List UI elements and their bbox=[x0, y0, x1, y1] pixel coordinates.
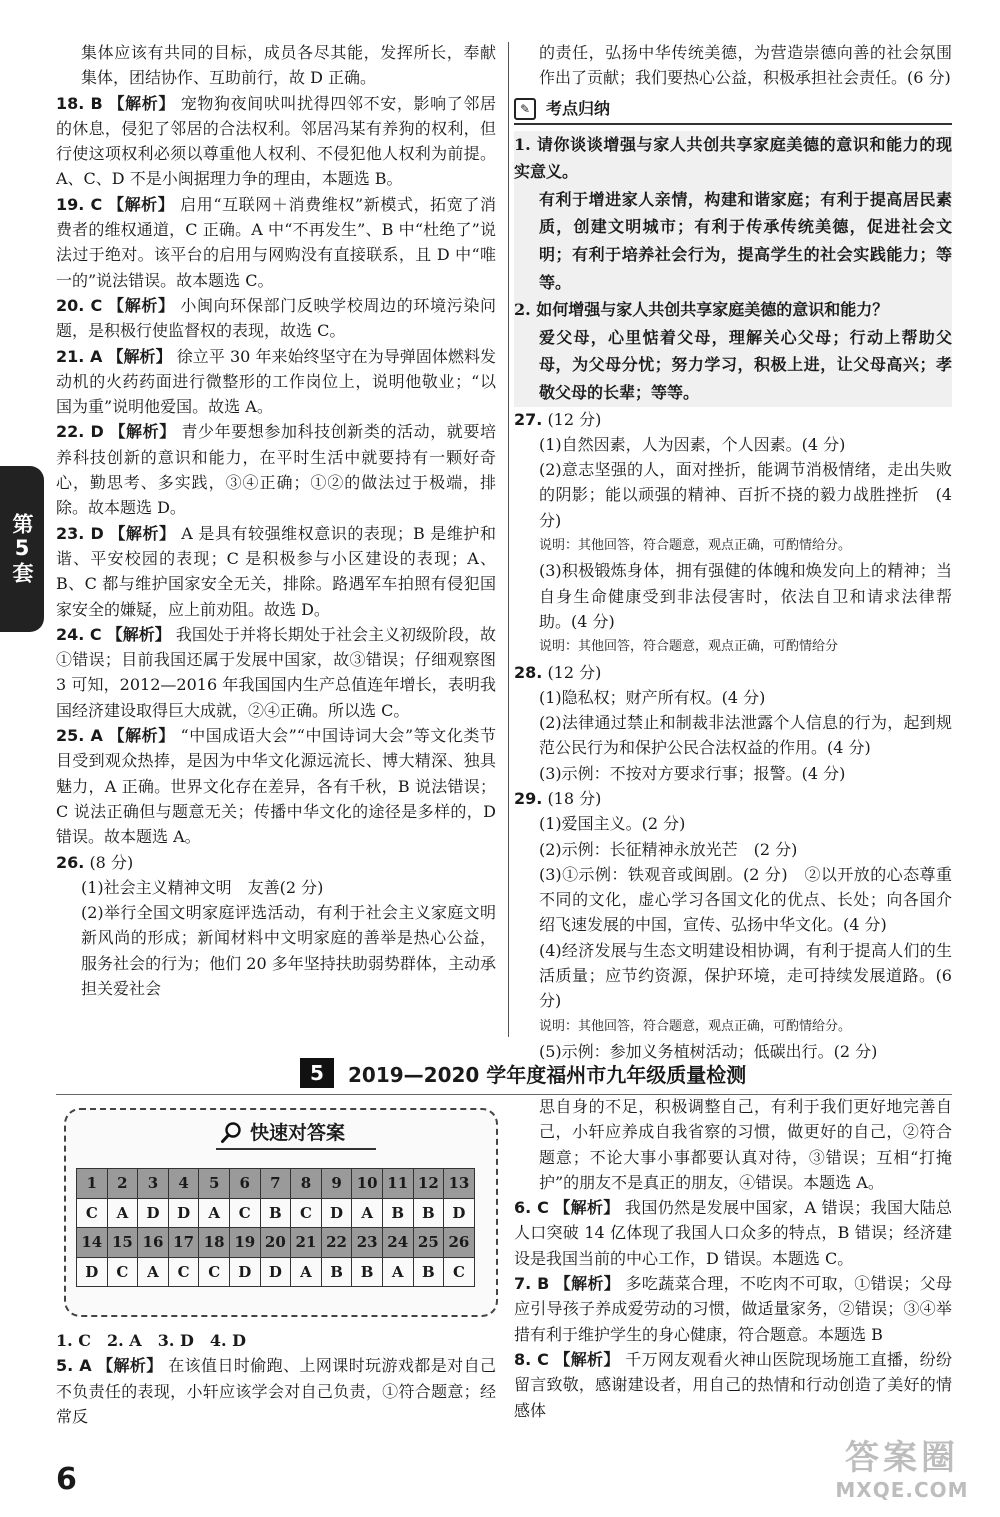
left_top-paragraph bbox=[56, 293, 496, 344]
answer-key-answer-row bbox=[77, 1198, 475, 1228]
paragraph-text: (12 分) bbox=[547, 409, 602, 429]
paragraph-text: “中国成语大会”“中国诗词大会”等文化类节目受到观众热捧，是因为中华文化源远流长、博大精深、独具魅力，A 正确。世界文化存在差异，各有千秋，B 说法错误；C 说法正确但与题意无关；传播中华文化的途径是多样的，D 错误。故本题选 A。 bbox=[56, 726, 496, 847]
answer-cell: D bbox=[168, 1198, 199, 1228]
answer-cell: D bbox=[444, 1198, 475, 1228]
answer-cell: D bbox=[321, 1198, 352, 1228]
paragraph-text: A 是具有较强维权意识的表现；B 是维护和谐、平安校园的表现；C 是积极参与小区建设的表现；A、B、C 都与维护国家安全无关，排除。路遇军车拍照有侵犯国家安全的嫌疑，应上前劝阻。故选 D。 bbox=[56, 523, 496, 619]
key-point-question: 2. 如何增强与家人共创共享家庭美德的意识和能力？ bbox=[514, 300, 889, 320]
right_bottom-paragraph bbox=[514, 1094, 952, 1195]
right_top-paragraph bbox=[514, 837, 952, 862]
paragraph-text: (18 分) bbox=[547, 788, 602, 808]
paragraph-text: (12 分) bbox=[547, 662, 602, 682]
left_top-paragraph bbox=[56, 875, 496, 900]
answer-cell: C bbox=[199, 1257, 230, 1287]
paragraph-text: (1)社会主义精神文明 友善(2 分) bbox=[81, 877, 324, 897]
answer-cell: C bbox=[107, 1257, 138, 1287]
right_top-paragraph bbox=[514, 811, 952, 836]
key-point-answer: 有利于增进家人亲情，构建和谐家庭；有利于提高居民素质，创建文明城市；有利于传承传统美德，促进社会文明；有利于培养社会行为，提高学生的社会实践能力；等等。 bbox=[539, 189, 952, 292]
right-column-top bbox=[514, 40, 952, 1064]
paragraph-text: (3)积极锻炼身体，拥有强健的体魄和焕发向上的精神；当自身生命健康受到非法侵害时，依法自卫和请求法律帮助。(4 分) bbox=[539, 561, 952, 631]
answer-cell: D bbox=[260, 1257, 291, 1287]
paragraph-text: 1. C 2. A 3. D 4. D bbox=[56, 1331, 246, 1350]
question-number-cell: 14 bbox=[77, 1228, 108, 1258]
question-number: 28. bbox=[514, 662, 543, 682]
question-number-cell: 22 bbox=[321, 1228, 352, 1258]
paragraph-text: (1)自然因素，人为因素，个人因素。(4 分) bbox=[539, 434, 846, 454]
paragraph-text: 多吃蔬菜合理，不吃肉不可取，①错误；父母应引导孩子养成爱劳动的习惯，做适量家务，②错误；③④举措有利于维护学生的身心健康，符合题意。本题选 B bbox=[514, 1274, 952, 1344]
answer-cell: C bbox=[229, 1198, 260, 1228]
question-number-cell: 9 bbox=[321, 1169, 352, 1199]
watermark bbox=[818, 1438, 986, 1510]
question-number-cell: 2 bbox=[107, 1169, 138, 1199]
answer-26-continued: 的责任，弘扬中华传统美德，为营造崇德向善的社会氛围作出了贡献；我们要热心公益，积极承担社会责任。(6 分) bbox=[539, 43, 952, 88]
answer-cell: D bbox=[138, 1198, 169, 1228]
quick-answer-box bbox=[64, 1108, 498, 1317]
question-number-cell: 26 bbox=[444, 1228, 475, 1258]
left_bottom-paragraph bbox=[56, 1328, 496, 1353]
question-number: 23. D bbox=[56, 523, 104, 543]
right_top-paragraph bbox=[514, 660, 952, 685]
right_top-paragraph bbox=[514, 407, 952, 432]
analysis-tag: 【解析】 bbox=[554, 1198, 620, 1218]
section-title: 2019—2020 学年度福州市九年级质量检测 bbox=[348, 1062, 747, 1087]
question-number: 21. A bbox=[56, 346, 103, 366]
answer-cell: A bbox=[138, 1257, 169, 1287]
right_top-paragraph bbox=[514, 786, 952, 811]
answer-cell: D bbox=[77, 1257, 108, 1287]
right_top-paragraph bbox=[514, 685, 952, 710]
left-column-bottom bbox=[56, 1328, 496, 1429]
answer-cell: A bbox=[382, 1257, 413, 1287]
question-number-cell: 23 bbox=[352, 1228, 383, 1258]
analysis-tag: 【解析】 bbox=[108, 93, 175, 113]
question-number-cell: 6 bbox=[229, 1169, 260, 1199]
right_top-paragraph bbox=[514, 457, 952, 533]
set-tab: 第5套 bbox=[0, 466, 44, 632]
answer-cell: C bbox=[168, 1257, 199, 1287]
right_bottom-paragraph bbox=[514, 1347, 952, 1423]
question-number: 19. C bbox=[56, 194, 103, 214]
answer-cell: C bbox=[444, 1257, 475, 1287]
question-number-cell: 24 bbox=[382, 1228, 413, 1258]
paragraph-text: (2)法律通过禁止和制裁非法泄露个人信息的行为，起到规范公民行为和保护公民合法权益的作用。(4 分) bbox=[539, 713, 952, 758]
key-points-title: 考点归纳 bbox=[546, 98, 611, 118]
left_top-paragraph bbox=[56, 723, 496, 849]
answer-key-number-row bbox=[77, 1228, 475, 1258]
left_top-paragraph bbox=[56, 622, 496, 723]
analysis-tag: 【解析】 bbox=[109, 523, 176, 543]
analysis-tag: 【解析】 bbox=[107, 194, 175, 214]
paragraph-text: (3)①示例：铁观音或闽剧。(2 分) ②以开放的心态尊重不同的文化，虚心学习各国文化的优点、长处；向各国介绍飞速发展的中国，宣传、弘扬中华文化。(4 分) bbox=[539, 864, 952, 935]
question-number: 24. C bbox=[56, 624, 102, 644]
paragraph-text: 集体应该有共同的目标，成员各尽其能，发挥所长，奉献集体，团结协作、互助前行，故 D 正确。 bbox=[81, 43, 496, 88]
quick-answer-header bbox=[220, 1118, 345, 1145]
question-number: 7. B bbox=[514, 1274, 550, 1294]
column-divider bbox=[508, 42, 509, 1037]
left_top-paragraph bbox=[56, 900, 496, 1001]
paragraph-text: (2)举行全国文明家庭评选活动，有利于社会主义家庭文明新风尚的形成；新闻材料中文明家庭的善举是热心公益，服务社会的行为；他们 20 多年坚持扶助弱势群体，主动承担关爱社会 bbox=[81, 903, 496, 998]
answers-27-29 bbox=[514, 407, 952, 1065]
question-number-cell: 1 bbox=[77, 1169, 108, 1199]
answer-cell: C bbox=[77, 1198, 108, 1228]
answer-cell: A bbox=[199, 1198, 230, 1228]
paragraph-text: 千万网友观看火神山医院现场施工直播，纷纷留言致敬，感谢建设者，用自己的热情和行动创造了美好的情感体 bbox=[514, 1349, 952, 1420]
key-points-body bbox=[514, 131, 952, 407]
analysis-tag: 【解析】 bbox=[97, 1356, 163, 1376]
analysis-tag: 【解析】 bbox=[554, 1274, 621, 1294]
question-number-cell: 8 bbox=[291, 1169, 322, 1199]
right_bottom-paragraph bbox=[514, 1195, 952, 1271]
watermark-url: MXQE.COM bbox=[835, 1478, 969, 1502]
question-number: 20. C bbox=[56, 295, 103, 315]
answer-key-table bbox=[76, 1168, 475, 1287]
right_top-paragraph bbox=[514, 432, 952, 457]
answer-cell: B bbox=[413, 1198, 444, 1228]
analysis-tag: 【解析】 bbox=[108, 295, 175, 315]
paragraph-text: (1)隐私权；财产所有权。(4 分) bbox=[539, 687, 766, 707]
left_top-paragraph bbox=[56, 40, 496, 91]
question-number: 26. bbox=[56, 852, 85, 872]
question-number-cell: 3 bbox=[138, 1169, 169, 1199]
question-number: 22. D bbox=[56, 422, 104, 442]
paragraph-text: 说明：其他回答，符合题意，观点正确，可酌情给分。 bbox=[539, 538, 852, 554]
question-number-cell: 19 bbox=[229, 1228, 260, 1258]
question-number: 25. A bbox=[56, 726, 103, 746]
question-number: 27. bbox=[514, 409, 543, 429]
answer-cell: B bbox=[382, 1198, 413, 1228]
paragraph-text: 小闽向环保部门反映学校周边的环境污染问题，是积极行使监督权的表现，故选 C。 bbox=[56, 295, 496, 341]
left-column-top bbox=[56, 40, 496, 1001]
watermark-logo: 答案圈 bbox=[845, 1438, 959, 1478]
paragraph-text: 启用“互联网＋消费维权”新模式，拓宽了消费者的维权通道，C 正确。A 中“不再发生”、B 中“杜绝了”说法过于绝对。该平台的启用与网购没有直接联系，且 D 中“唯一的”说法错误。故本题选 C。 bbox=[56, 194, 496, 290]
question-number-cell: 13 bbox=[444, 1169, 475, 1199]
question-number: 5. A bbox=[56, 1356, 92, 1376]
section-number: 5 bbox=[300, 1058, 334, 1088]
left_top-paragraph bbox=[56, 344, 496, 420]
paragraph-text: (5)示例：参加义务植树活动；低碳出行。(2 分) bbox=[539, 1041, 878, 1061]
answer-cell: A bbox=[352, 1198, 383, 1228]
right_top-paragraph bbox=[514, 710, 952, 761]
paragraph-text: 在该值日时偷跑、上网课时玩游戏都是对自己不负责任的表现，小轩应该学会对自己负责，①符合题意；经常反 bbox=[56, 1356, 496, 1426]
paragraph-text: (1)爱国主义。(2 分) bbox=[539, 814, 686, 834]
analysis-tag: 【解析】 bbox=[106, 624, 171, 644]
question-number-cell: 7 bbox=[260, 1169, 291, 1199]
paragraph-text: 我国仍然是发展中国家，A 错误；我国大陆总人口突破 14 亿体现了我国人口众多的特点，B 错误；经济建设是我国当前的中心工作，D 错误。本题选 C。 bbox=[514, 1198, 952, 1268]
question-number-cell: 16 bbox=[138, 1228, 169, 1258]
question-number-cell: 25 bbox=[413, 1228, 444, 1258]
question-number-cell: 11 bbox=[382, 1169, 413, 1199]
quick-answer-underline bbox=[216, 1148, 376, 1150]
right-column-bottom bbox=[514, 1094, 952, 1423]
answer-cell: A bbox=[291, 1257, 322, 1287]
answer-cell: B bbox=[260, 1198, 291, 1228]
question-number-cell: 15 bbox=[107, 1228, 138, 1258]
left_top-paragraph bbox=[56, 91, 496, 192]
left_bottom-paragraph bbox=[56, 1353, 496, 1429]
key-points-header bbox=[514, 95, 952, 125]
analysis-tag: 【解析】 bbox=[108, 726, 175, 746]
paragraph-text: (4)经济发展与生态文明建设相协调，有利于提高人们的生活质量；应节约资源，保护环境，走可持续发展道路。(6 分) bbox=[539, 940, 952, 1011]
paragraph-text: 青少年要想参加科技创新类的活动，就要培养科技创新的意识和能力，在平时生活中就要持有一颗好奇心，勤思考、多实践，③④正确；①②的做法过于极端，排除。故本题选 D。 bbox=[56, 422, 496, 518]
analysis-tag: 【解析】 bbox=[554, 1349, 620, 1369]
paragraph-text: (8 分) bbox=[89, 852, 134, 872]
answer-cell: B bbox=[413, 1257, 444, 1287]
paragraph-text: (2)意志坚强的人，面对挫折，能调节消极情绪，走出失败的阴影；能以顽强的精神、百折不挠的毅力战胜挫折 (4 分) bbox=[539, 460, 952, 530]
right_top-paragraph bbox=[514, 938, 952, 1014]
right_top-paragraph bbox=[514, 558, 952, 634]
paragraph-text: 徐立平 30 年来始终坚守在为导弹固体燃料发动机的火药药面进行微整形的工作岗位上，说明他敬业；“以国为重”说明他爱国。故选 A。 bbox=[56, 346, 496, 417]
paragraph-text: (3)示例：不按对方要求行事；报警。(4 分) bbox=[539, 763, 846, 783]
right_top-paragraph bbox=[514, 862, 952, 938]
question-number: 8. C bbox=[514, 1349, 549, 1369]
right_top-paragraph bbox=[514, 634, 952, 659]
question-number-cell: 21 bbox=[291, 1228, 322, 1258]
question-number-cell: 10 bbox=[352, 1169, 383, 1199]
answer-key-answer-row bbox=[77, 1257, 475, 1287]
search-icon bbox=[220, 1120, 244, 1144]
right_top-paragraph bbox=[514, 533, 952, 558]
paragraph-text: 说明：其他回答，符合题意，观点正确，可酌情给分。 bbox=[539, 1018, 852, 1034]
question-number-cell: 20 bbox=[260, 1228, 291, 1258]
question-number-cell: 4 bbox=[168, 1169, 199, 1199]
answer-cell: C bbox=[291, 1198, 322, 1228]
analysis-tag: 【解析】 bbox=[109, 422, 176, 442]
left_top-paragraph bbox=[56, 521, 496, 622]
question-number: 29. bbox=[514, 788, 543, 808]
section-header bbox=[300, 1057, 746, 1089]
question-number-cell: 17 bbox=[168, 1228, 199, 1258]
pencil-icon: ✎ bbox=[514, 98, 536, 120]
paragraph-text: (2)示例：长征精神永放光芒 (2 分) bbox=[539, 839, 798, 859]
page-number: 6 bbox=[56, 1462, 77, 1497]
answer-cell: D bbox=[229, 1257, 260, 1287]
question-number-cell: 18 bbox=[199, 1228, 230, 1258]
left_top-paragraph bbox=[56, 419, 496, 520]
key-point-question: 1. 请你谈谈增强与家人共创共享家庭美德的意识和能力的现实意义。 bbox=[514, 134, 952, 182]
question-number: 18. B bbox=[56, 93, 103, 113]
question-number: 6. C bbox=[514, 1198, 549, 1218]
paragraph-text: 宠物狗夜间吠叫扰得四邻不安，影响了邻居的休息，侵犯了邻居的合法权利。邻居冯某有养狗的权利，但行使这项权利必须以尊重他人权利、不侵犯他人权利为前提。A、C、D 不是小闽据理力争的理由，本题选 B。 bbox=[56, 93, 496, 189]
right_top-paragraph bbox=[514, 761, 952, 786]
paragraph-text: 我国处于并将长期处于社会主义初级阶段，故①错误；目前我国还属于发展中国家，故③错误；仔细观察图 3 可知，2012—2016 年我国国内生产总值连年增长，表明我国经济建设取得巨大成就，②④正确。所以选 C。 bbox=[56, 624, 496, 720]
paragraph-text: 说明：其他回答，符合题意，观点正确，可酌情给分 bbox=[539, 639, 839, 655]
quick-answer-title: 快速对答案 bbox=[250, 1122, 346, 1144]
paragraph-text: 思自身的不足，积极调整自己，有利于我们更好地完善自己，小轩应养成自我省察的习惯，做更好的自己，②符合题意；不论大事小事都要认真对待，③错误；互相“打掩护”的朋友不是真正的朋友，④错误。本题选 A。 bbox=[539, 1097, 952, 1192]
answer-key-number-row bbox=[77, 1169, 475, 1199]
answer-cell: B bbox=[321, 1257, 352, 1287]
analysis-tag: 【解析】 bbox=[107, 346, 172, 366]
left_top-paragraph bbox=[56, 850, 496, 875]
answer-cell: B bbox=[352, 1257, 383, 1287]
question-number-cell: 12 bbox=[413, 1169, 444, 1199]
key-point-answer: 爱父母，心里惦着父母，理解关心父母；行动上帮助父母，为父母分忧；努力学习，积极上进，让父母高兴；孝敬父母的长辈；等等。 bbox=[539, 327, 952, 402]
right_top-paragraph bbox=[514, 1014, 952, 1039]
right_bottom-paragraph bbox=[514, 1271, 952, 1347]
answer-cell: A bbox=[107, 1198, 138, 1228]
question-number-cell: 5 bbox=[199, 1169, 230, 1199]
left_top-paragraph bbox=[56, 192, 496, 293]
